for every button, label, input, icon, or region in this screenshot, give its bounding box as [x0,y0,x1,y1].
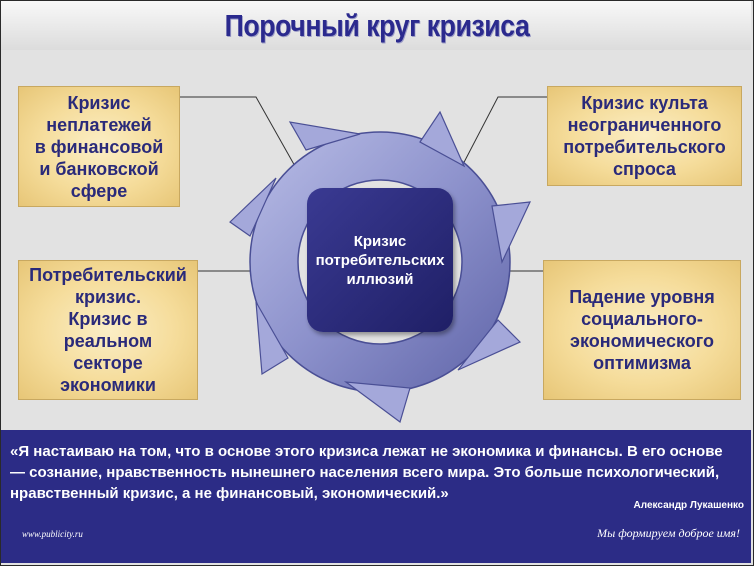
box-optimism-decline: Падение уровня социального- экономического оптимизма [543,260,741,400]
box-consumer-demand-cult: Кризис культа неограниченного потребительского спроса [547,86,742,186]
box-payment-crisis: Кризис неплатежей в финансовой и банковской сфере [18,86,180,207]
box-consumer-crisis: Потребительский кризис. Кризис в реальном секторе экономики [18,260,198,400]
quote-text: «Я настаиваю на том, что в основе этого кризиса лежат не экономика и финансы. В его основе — сознание, нравственность нынешнего населения всего мира. Это больше психологический, нравственный кризис, а не финансовый, экономический.» [10,443,723,502]
footer-url[interactable]: www.publicity.ru [22,529,83,539]
connector-top-right [460,97,547,170]
connector-top-left [178,97,296,168]
footer-slogan: Мы формируем доброе имя! [597,526,740,540]
slide-title: Порочный круг кризиса [224,8,530,43]
center-box: Кризис потребительских иллюзий [307,188,453,332]
quote-author: Александр Лукашенко [633,500,744,511]
cycle-arrow-head [346,382,410,422]
